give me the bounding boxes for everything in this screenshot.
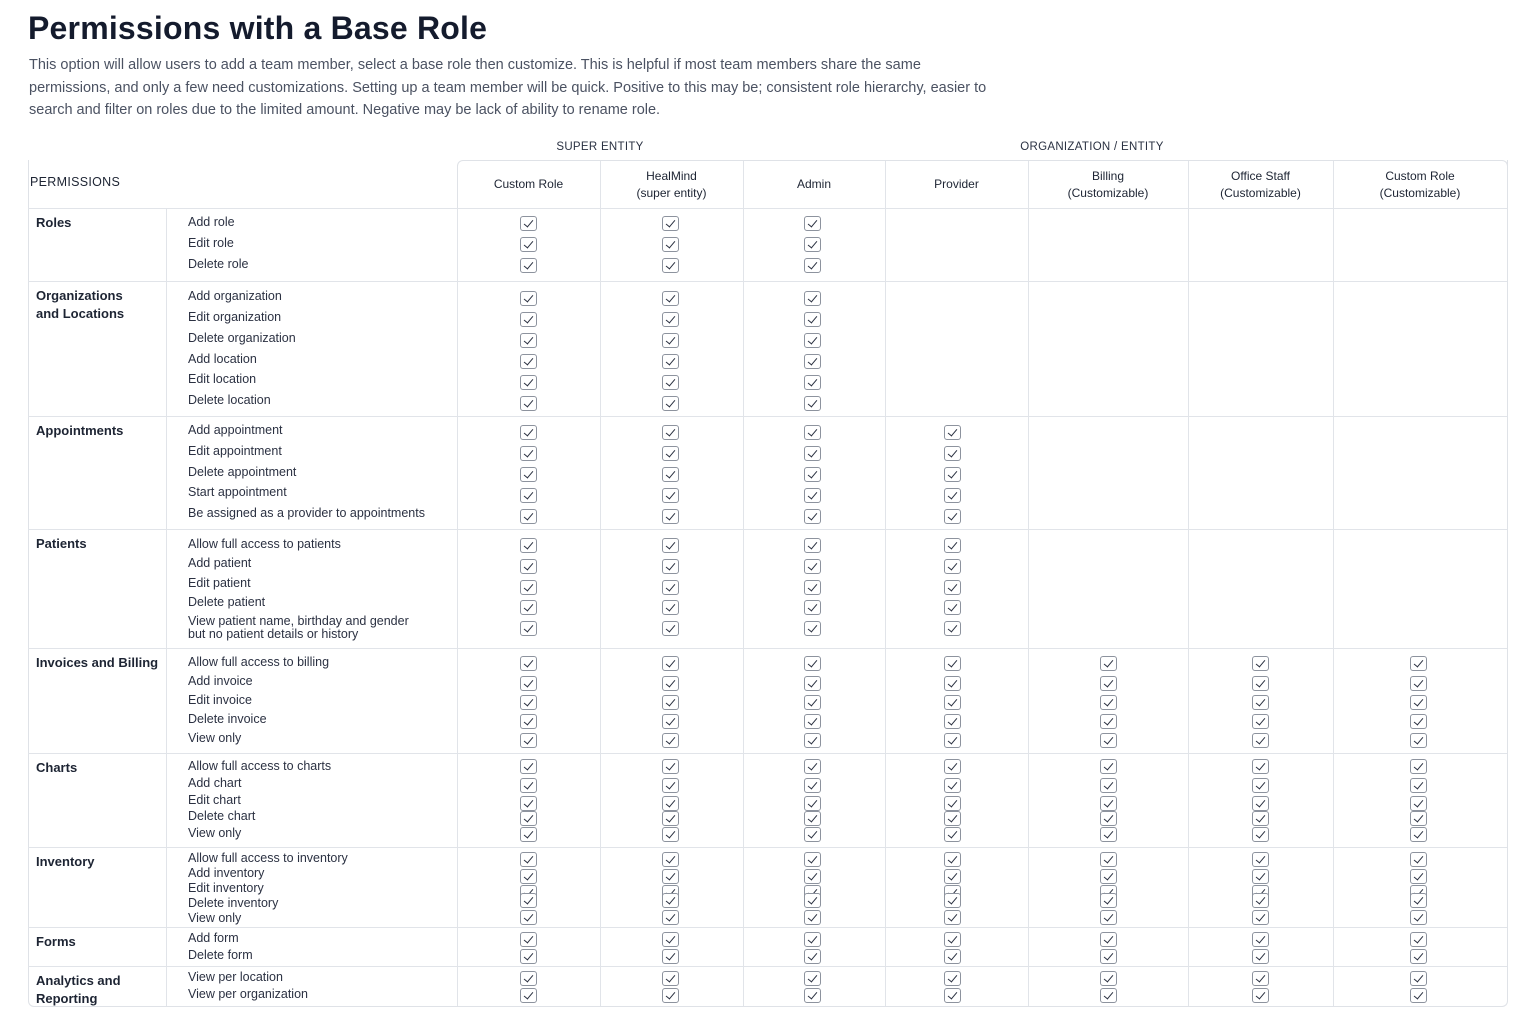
permission-checkbox[interactable] — [804, 893, 821, 908]
permission-label: Delete form — [188, 948, 253, 962]
permission-checkbox[interactable] — [804, 312, 821, 327]
permission-checkbox[interactable] — [804, 237, 821, 252]
group-header-organization-entity: ORGANIZATION / ENTITY — [1020, 141, 1164, 153]
permission-checkbox[interactable] — [662, 396, 679, 411]
permission-checkbox[interactable] — [662, 333, 679, 348]
column-divider — [1028, 161, 1029, 1006]
permission-label: Edit chart — [188, 793, 241, 807]
permission-checkbox[interactable] — [662, 910, 679, 925]
permission-checkbox[interactable] — [520, 695, 537, 710]
permission-checkbox[interactable] — [662, 869, 679, 884]
permission-checkbox[interactable] — [520, 949, 537, 964]
permission-label: View patient name, birthday and gender but no patient details or history — [188, 614, 409, 641]
permission-checkbox[interactable] — [520, 580, 537, 595]
permission-checkbox[interactable] — [1252, 869, 1269, 884]
permission-checkbox[interactable] — [1410, 971, 1427, 986]
permission-checkbox[interactable] — [804, 949, 821, 964]
column-divider — [1188, 161, 1189, 1006]
permission-checkbox[interactable] — [1410, 910, 1427, 925]
permission-checkbox[interactable] — [1100, 778, 1117, 793]
permission-checkbox[interactable] — [944, 971, 961, 986]
permission-checkbox[interactable] — [1100, 759, 1117, 774]
permission-checkbox[interactable] — [1100, 932, 1117, 947]
permission-checkbox[interactable] — [520, 910, 537, 925]
permission-checkbox[interactable] — [804, 580, 821, 595]
permission-checkbox[interactable] — [662, 988, 679, 1003]
section-label: Inventory — [36, 854, 95, 869]
permission-label: Delete organization — [188, 331, 296, 345]
permission-checkbox[interactable] — [1100, 695, 1117, 710]
permission-checkbox[interactable] — [804, 216, 821, 231]
permission-checkbox[interactable] — [662, 354, 679, 369]
permission-checkbox[interactable] — [944, 600, 961, 615]
permission-label: Edit role — [188, 236, 234, 250]
permission-checkbox[interactable] — [944, 796, 961, 811]
permission-checkbox[interactable] — [1252, 910, 1269, 925]
permission-checkbox[interactable] — [662, 827, 679, 842]
permission-checkbox[interactable] — [662, 778, 679, 793]
section-divider — [28, 753, 1507, 754]
permission-label: Delete appointment — [188, 465, 297, 479]
permission-checkbox[interactable] — [1252, 656, 1269, 671]
permission-checkbox[interactable] — [1252, 811, 1269, 826]
permission-checkbox[interactable] — [804, 811, 821, 826]
permission-checkbox[interactable] — [1252, 733, 1269, 748]
column-divider — [743, 161, 744, 1006]
permission-checkbox[interactable] — [1100, 869, 1117, 884]
permission-checkbox[interactable] — [1100, 988, 1117, 1003]
permission-checkbox[interactable] — [662, 621, 679, 636]
permission-checkbox[interactable] — [944, 811, 961, 826]
permission-checkbox[interactable] — [520, 796, 537, 811]
section-divider — [28, 966, 1507, 967]
permission-checkbox[interactable] — [804, 467, 821, 482]
permission-checkbox[interactable] — [944, 852, 961, 867]
permission-checkbox[interactable] — [804, 621, 821, 636]
permission-checkbox[interactable] — [804, 676, 821, 691]
permission-label: View per organization — [188, 987, 308, 1001]
permission-checkbox[interactable] — [1100, 827, 1117, 842]
permission-checkbox[interactable] — [662, 446, 679, 461]
permission-checkbox[interactable] — [662, 600, 679, 615]
permission-checkbox[interactable] — [520, 893, 537, 908]
permission-label: Add inventory — [188, 866, 265, 880]
permission-checkbox[interactable] — [662, 811, 679, 826]
permission-checkbox[interactable] — [1252, 971, 1269, 986]
permission-checkbox[interactable] — [804, 509, 821, 524]
permission-checkbox[interactable] — [1100, 949, 1117, 964]
permission-checkbox[interactable] — [1410, 893, 1427, 908]
permission-checkbox[interactable] — [944, 580, 961, 595]
section-label: Charts — [36, 760, 78, 775]
permission-checkbox[interactable] — [1252, 949, 1269, 964]
permission-checkbox[interactable] — [1410, 714, 1427, 729]
permission-label: Allow full access to charts — [188, 759, 332, 773]
intro-paragraph: This option will allow users to add a team member, select a base role then customize. This is helpful if most team members share the same permissions, and only a few need customizations. Setting up a team member will be quick. Positive to this may be; consistent role hierarchy, easier to search and filter on roles due to the limited amount. Negative may be lack of ability to rename role. — [29, 57, 987, 118]
permission-label: View only — [188, 826, 242, 840]
permission-checkbox[interactable] — [944, 425, 961, 440]
section-label: Forms — [36, 934, 76, 949]
permission-checkbox[interactable] — [1410, 796, 1427, 811]
permissions-header: PERMISSIONS — [30, 175, 121, 189]
permission-checkbox[interactable] — [944, 488, 961, 503]
permission-checkbox[interactable] — [662, 559, 679, 574]
column-header-7: Custom Role (Customizable) — [1379, 168, 1461, 200]
permission-label: Allow full access to inventory — [188, 851, 348, 865]
permission-label: Delete chart — [188, 809, 256, 823]
permission-checkbox[interactable] — [662, 852, 679, 867]
permission-checkbox[interactable] — [804, 559, 821, 574]
section-label: Appointments — [36, 423, 124, 438]
column-divider — [885, 161, 886, 1006]
permission-checkbox[interactable] — [1410, 778, 1427, 793]
permission-checkbox[interactable] — [662, 258, 679, 273]
permission-checkbox[interactable] — [520, 971, 537, 986]
permission-checkbox[interactable] — [520, 559, 537, 574]
permission-checkbox[interactable] — [804, 333, 821, 348]
section-label: Patients — [36, 536, 87, 551]
column-divider — [1333, 161, 1334, 1006]
permission-checkbox[interactable] — [1252, 759, 1269, 774]
permission-checkbox[interactable] — [662, 733, 679, 748]
permission-checkbox[interactable] — [1100, 971, 1117, 986]
permission-checkbox[interactable] — [520, 375, 537, 390]
permission-checkbox[interactable] — [1410, 811, 1427, 826]
permission-checkbox[interactable] — [520, 396, 537, 411]
permission-checkbox[interactable] — [1410, 733, 1427, 748]
permission-checkbox[interactable] — [662, 425, 679, 440]
permission-checkbox[interactable] — [944, 695, 961, 710]
permission-checkbox[interactable] — [804, 971, 821, 986]
section-label: Roles — [36, 215, 72, 230]
column-divider — [166, 208, 167, 1006]
permission-checkbox[interactable] — [1410, 759, 1427, 774]
permission-label: Edit location — [188, 372, 257, 386]
permission-label: Add chart — [188, 776, 242, 790]
permission-checkbox[interactable] — [944, 910, 961, 925]
permission-checkbox[interactable] — [662, 932, 679, 947]
permission-checkbox[interactable] — [520, 621, 537, 636]
permission-checkbox[interactable] — [520, 467, 537, 482]
permission-checkbox[interactable] — [804, 852, 821, 867]
permission-label: Add form — [188, 931, 239, 945]
section-label: Invoices and Billing — [36, 655, 159, 670]
section-label: Organizations and Locations — [36, 288, 125, 321]
permission-checkbox[interactable] — [1410, 695, 1427, 710]
permission-label: Edit patient — [188, 576, 251, 590]
permission-checkbox[interactable] — [520, 446, 537, 461]
permission-checkbox[interactable] — [804, 733, 821, 748]
permission-checkbox[interactable] — [662, 375, 679, 390]
permission-checkbox[interactable] — [662, 676, 679, 691]
permission-checkbox[interactable] — [1410, 656, 1427, 671]
permission-checkbox[interactable] — [944, 949, 961, 964]
permission-checkbox[interactable] — [1100, 676, 1117, 691]
section-label: Analytics and Reporting — [36, 973, 121, 1006]
section-divider — [28, 416, 1507, 417]
permission-checkbox[interactable] — [1252, 852, 1269, 867]
column-header-1: Custom Role — [493, 177, 564, 191]
permission-checkbox[interactable] — [944, 827, 961, 842]
permission-checkbox[interactable] — [662, 893, 679, 908]
permission-checkbox[interactable] — [804, 600, 821, 615]
permission-checkbox[interactable] — [804, 258, 821, 273]
section-divider — [28, 648, 1507, 649]
permission-checkbox[interactable] — [1100, 796, 1117, 811]
permission-checkbox[interactable] — [804, 425, 821, 440]
permission-checkbox[interactable] — [804, 488, 821, 503]
permission-checkbox[interactable] — [662, 714, 679, 729]
permission-checkbox[interactable] — [662, 759, 679, 774]
permission-checkbox[interactable] — [520, 354, 537, 369]
permission-checkbox[interactable] — [1410, 869, 1427, 884]
permission-checkbox[interactable] — [944, 509, 961, 524]
permission-checkbox[interactable] — [804, 932, 821, 947]
permission-checkbox[interactable] — [1410, 676, 1427, 691]
permission-label: Be assigned as a provider to appointments — [188, 506, 425, 520]
permission-checkbox[interactable] — [804, 988, 821, 1003]
permission-checkbox[interactable] — [520, 656, 537, 671]
permission-checkbox[interactable] — [520, 714, 537, 729]
permission-checkbox[interactable] — [1100, 910, 1117, 925]
permission-checkbox[interactable] — [944, 467, 961, 482]
permission-checkbox[interactable] — [804, 796, 821, 811]
permission-checkbox[interactable] — [1252, 988, 1269, 1003]
permission-checkbox[interactable] — [520, 852, 537, 867]
permission-checkbox[interactable] — [662, 949, 679, 964]
section-divider — [28, 927, 1507, 928]
permission-checkbox[interactable] — [520, 932, 537, 947]
permission-label: View per location — [188, 970, 283, 984]
permission-checkbox[interactable] — [804, 446, 821, 461]
permission-checkbox[interactable] — [1100, 852, 1117, 867]
permission-label: Delete inventory — [188, 896, 279, 910]
permission-checkbox[interactable] — [1252, 695, 1269, 710]
permission-checkbox[interactable] — [804, 759, 821, 774]
permission-checkbox[interactable] — [1410, 988, 1427, 1003]
permission-checkbox[interactable] — [520, 869, 537, 884]
permission-checkbox[interactable] — [1410, 932, 1427, 947]
permission-checkbox[interactable] — [1252, 676, 1269, 691]
permission-checkbox[interactable] — [944, 893, 961, 908]
permission-label: Start appointment — [188, 485, 287, 499]
permission-checkbox[interactable] — [662, 216, 679, 231]
permission-checkbox[interactable] — [662, 538, 679, 553]
permission-checkbox[interactable] — [804, 396, 821, 411]
section-divider — [28, 529, 1507, 530]
permission-checkbox[interactable] — [1252, 796, 1269, 811]
permission-checkbox[interactable] — [520, 312, 537, 327]
permission-checkbox[interactable] — [662, 695, 679, 710]
permission-checkbox[interactable] — [944, 988, 961, 1003]
permission-checkbox[interactable] — [520, 258, 537, 273]
permission-checkbox[interactable] — [662, 291, 679, 306]
permission-label: Delete invoice — [188, 712, 267, 726]
permission-checkbox[interactable] — [1100, 733, 1117, 748]
permission-checkbox[interactable] — [944, 733, 961, 748]
permission-checkbox[interactable] — [520, 676, 537, 691]
permission-checkbox[interactable] — [944, 446, 961, 461]
permission-label: Add invoice — [188, 674, 253, 688]
column-divider — [600, 161, 601, 1006]
column-header-4: Provider — [934, 177, 979, 191]
column-header-5: Billing (Customizable) — [1067, 168, 1149, 200]
permission-checkbox[interactable] — [662, 488, 679, 503]
permission-checkbox[interactable] — [804, 714, 821, 729]
permission-checkbox[interactable] — [520, 827, 537, 842]
permission-checkbox[interactable] — [944, 778, 961, 793]
permission-checkbox[interactable] — [804, 910, 821, 925]
permission-checkbox[interactable] — [1252, 932, 1269, 947]
permission-checkbox[interactable] — [520, 488, 537, 503]
permission-checkbox[interactable] — [662, 237, 679, 252]
permission-checkbox[interactable] — [662, 467, 679, 482]
permission-checkbox[interactable] — [520, 291, 537, 306]
permission-checkbox[interactable] — [1100, 893, 1117, 908]
permission-checkbox[interactable] — [520, 216, 537, 231]
permission-label: View only — [188, 911, 242, 925]
column-divider — [457, 208, 458, 1006]
permission-label: Edit inventory — [188, 881, 264, 895]
permission-checkbox[interactable] — [804, 538, 821, 553]
permission-label: Add organization — [188, 289, 282, 303]
permission-checkbox[interactable] — [1100, 656, 1117, 671]
column-header-2: HealMind (super entity) — [636, 168, 707, 200]
permission-checkbox[interactable] — [804, 375, 821, 390]
permission-checkbox[interactable] — [804, 778, 821, 793]
permission-checkbox[interactable] — [520, 538, 537, 553]
permission-label: Delete role — [188, 257, 249, 271]
permission-checkbox[interactable] — [662, 509, 679, 524]
permission-checkbox[interactable] — [520, 600, 537, 615]
permission-checkbox[interactable] — [944, 621, 961, 636]
permission-label: Edit invoice — [188, 693, 252, 707]
permission-checkbox[interactable] — [1252, 778, 1269, 793]
permission-checkbox[interactable] — [1252, 714, 1269, 729]
permission-checkbox[interactable] — [1252, 893, 1269, 908]
permission-checkbox[interactable] — [944, 869, 961, 884]
permission-checkbox[interactable] — [1410, 949, 1427, 964]
permission-checkbox[interactable] — [804, 656, 821, 671]
permission-checkbox[interactable] — [520, 811, 537, 826]
section-divider — [28, 208, 1507, 209]
permission-checkbox[interactable] — [804, 354, 821, 369]
permission-checkbox[interactable] — [662, 580, 679, 595]
column-header-6: Office Staff (Customizable) — [1220, 168, 1301, 200]
permission-label: Delete patient — [188, 595, 266, 609]
section-divider — [28, 847, 1507, 848]
permission-label: Delete location — [188, 393, 271, 407]
permission-checkbox[interactable] — [944, 656, 961, 671]
permission-checkbox[interactable] — [804, 291, 821, 306]
permission-checkbox[interactable] — [1100, 811, 1117, 826]
permission-label: Edit organization — [188, 310, 282, 324]
permission-label: Add location — [188, 352, 257, 366]
permission-checkbox[interactable] — [944, 932, 961, 947]
permission-checkbox[interactable] — [1410, 827, 1427, 842]
permission-checkbox[interactable] — [944, 714, 961, 729]
permission-checkbox[interactable] — [520, 733, 537, 748]
permission-checkbox[interactable] — [944, 559, 961, 574]
permission-checkbox[interactable] — [944, 538, 961, 553]
permission-checkbox[interactable] — [1410, 852, 1427, 867]
permission-label: Add patient — [188, 556, 252, 570]
permission-checkbox[interactable] — [662, 796, 679, 811]
permission-checkbox[interactable] — [520, 425, 537, 440]
permission-checkbox[interactable] — [662, 312, 679, 327]
permission-checkbox[interactable] — [520, 778, 537, 793]
permission-checkbox[interactable] — [804, 869, 821, 884]
permission-checkbox[interactable] — [520, 988, 537, 1003]
permission-label: Edit appointment — [188, 444, 282, 458]
group-header-super-entity: SUPER ENTITY — [556, 141, 644, 153]
permission-checkbox[interactable] — [520, 237, 537, 252]
permission-label: Allow full access to billing — [188, 655, 330, 669]
permission-checkbox[interactable] — [1100, 714, 1117, 729]
permission-checkbox[interactable] — [662, 656, 679, 671]
permission-label: View only — [188, 731, 242, 745]
permission-checkbox[interactable] — [1252, 827, 1269, 842]
permission-checkbox[interactable] — [944, 759, 961, 774]
permission-checkbox[interactable] — [804, 695, 821, 710]
permission-checkbox[interactable] — [944, 676, 961, 691]
permission-checkbox[interactable] — [520, 509, 537, 524]
permission-label: Add role — [188, 215, 235, 229]
permission-checkbox[interactable] — [804, 827, 821, 842]
permission-checkbox[interactable] — [662, 971, 679, 986]
permission-checkbox[interactable] — [520, 333, 537, 348]
permission-label: Add appointment — [188, 423, 283, 437]
column-header-3: Admin — [796, 177, 831, 191]
permission-checkbox[interactable] — [520, 759, 537, 774]
section-divider — [28, 281, 1507, 282]
permission-label: Allow full access to patients — [188, 537, 341, 551]
page-title: Permissions with a Base Role — [28, 10, 488, 46]
